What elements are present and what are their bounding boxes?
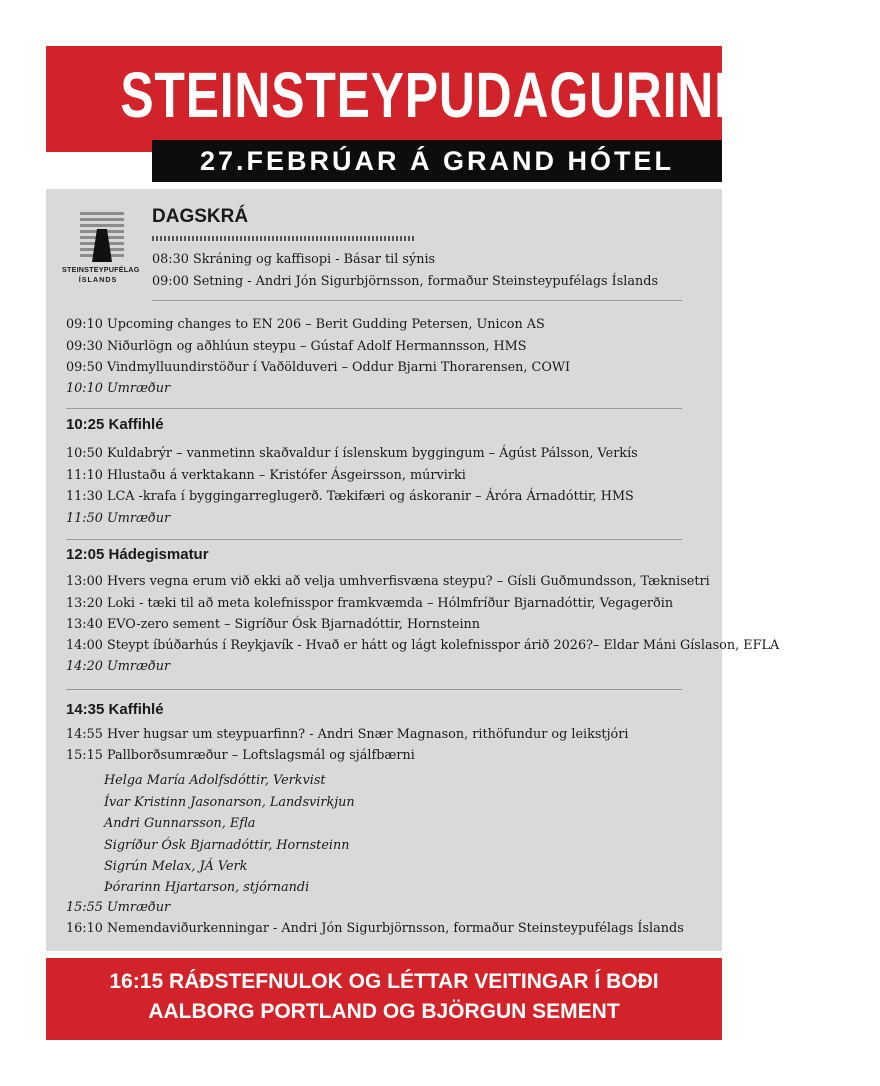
logo-mark-icon [80, 212, 124, 262]
date-venue-bar [152, 140, 722, 182]
agenda-item: 09:10 Upcoming changes to EN 206 – Berit Gudding Petersen, Unicon AS [66, 317, 545, 332]
break-heading: 14:35 Kaffihlé [66, 701, 164, 718]
section-divider [66, 408, 682, 409]
discussion-item: 11:50 Umræður [66, 511, 171, 526]
agenda-item: 09:30 Niðurlögn og aðhlúun steypu – Gústaf Adolf Hermannsson, HMS [66, 339, 527, 354]
title-banner [46, 46, 880, 152]
agenda-panel [46, 189, 722, 951]
section-divider [152, 300, 682, 301]
agenda-item: 10:50 Kuldabrýr – vanmetinn skaðvaldur í íslenskum byggingum – Ágúst Pálsson, Verkís [66, 446, 638, 461]
event-title: STEINSTEYPUDAGURINN 2026 [120, 59, 880, 131]
panelist: Sigríður Ósk Bjarnadóttir, Hornsteinn [104, 838, 350, 853]
agenda-heading: DAGSKRÁ [152, 206, 249, 227]
panelist: Helga María Adolfsdóttir, Verkvist [104, 773, 326, 788]
dotted-divider [152, 236, 416, 241]
agenda-item: 13:20 Loki - tæki til að meta kolefnisspor framkvæmda – Hólmfríður Bjarnadóttir, Vegagerðin [66, 596, 674, 611]
closing-banner [46, 958, 722, 1040]
agenda-item: 09:50 Vindmylluundirstöður í Vaðölduveri – Oddur Bjarni Thorarensen, COWI [66, 360, 571, 375]
agenda-item: 09:00 Setning - Andri Jón Sigurbjörnsson, formaður Steinsteypufélags Íslands [152, 274, 659, 289]
agenda-item: 15:15 Pallborðsumræður – Loftslagsmál og sjálfbærni [66, 748, 415, 763]
panelist: Sigrún Melax, JÁ Verk [104, 859, 248, 874]
lunch-heading: 12:05 Hádegismatur [66, 546, 209, 563]
section-divider [66, 689, 682, 690]
discussion-item: 14:20 Umræður [66, 659, 171, 674]
panelist: Ívar Kristinn Jasonarson, Landsvirkjun [104, 795, 355, 810]
logo-text-line1: STEINSTEYPUFÉLAG [62, 265, 140, 274]
discussion-item: 10:10 Umræður [66, 381, 171, 396]
steinsteypufelag-logo [62, 212, 140, 292]
panelist: Þórarinn Hjartarson, stjórnandi [104, 880, 310, 895]
date-venue-text: 27.FEBRÚAR Á GRAND HÓTEL [199, 146, 675, 176]
panelist: Andri Gunnarsson, Efla [104, 816, 256, 831]
agenda-item: 14:55 Hver hugsar um steypuarfinn? - Andri Snær Magnason, rithöfundur og leikstjóri [66, 727, 629, 742]
agenda-item: 14:00 Steypt íbúðarhús í Reykjavík - Hvað er hátt og lágt kolefnisspor árið 2026?– Eldar Máni Gíslason, EFLA [66, 638, 780, 653]
discussion-item: 15:55 Umræður [66, 900, 171, 915]
agenda-item: 11:10 Hlustaðu á verktakann – Kristófer Ásgeirsson, múrvirki [66, 468, 466, 483]
agenda-item: 11:30 LCA -krafa í byggingarreglugerð. Tækifæri og áskoranir – Áróra Árnadóttir, HMS [66, 489, 634, 504]
closing-line2: AALBORG PORTLAND OG BJÖRGUN SEMENT [148, 1000, 620, 1023]
logo-text-line2: ÍSLANDS [78, 275, 118, 284]
agenda-item: 16:10 Nemendaviðurkenningar - Andri Jón Sigurbjörnsson, formaður Steinsteypufélags Íslands [66, 921, 684, 936]
closing-line1: 16:15 RÁÐSTEFNULOK OG LÉTTAR VEITINGAR Í BOÐI [109, 970, 659, 993]
break-heading: 10:25 Kaffihlé [66, 416, 164, 433]
agenda-item: 08:30 Skráning og kaffisopi - Básar til sýnis [152, 252, 436, 267]
agenda-item: 13:00 Hvers vegna erum við ekki að velja umhverfisvæna steypu? – Gísli Guðmundsson, Tæknisetri [66, 574, 710, 589]
agenda-item: 13:40 EVO-zero sement – Sigríður Ósk Bjarnadóttir, Hornsteinn [66, 617, 481, 632]
section-divider [66, 539, 682, 540]
